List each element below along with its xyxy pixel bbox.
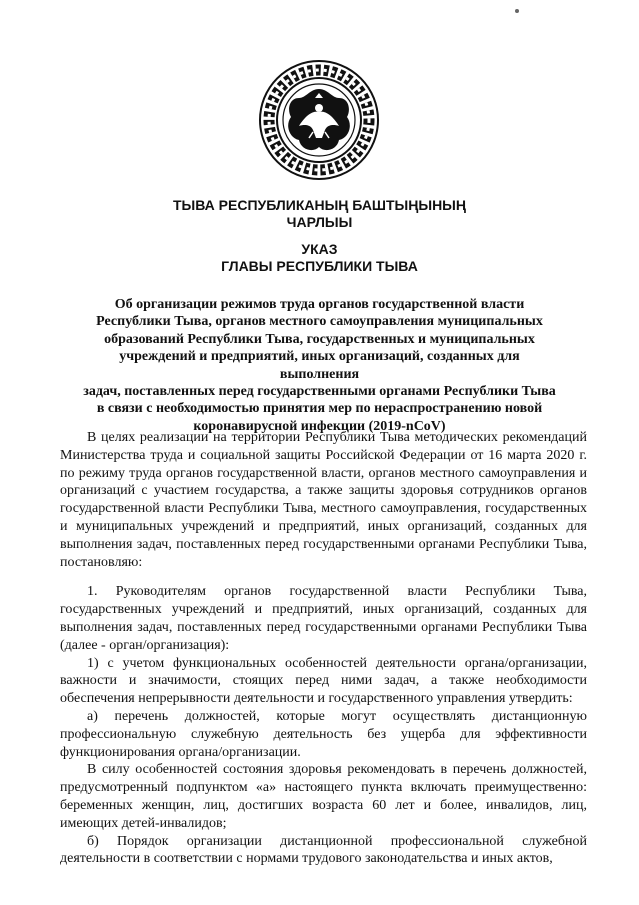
decree-subject xyxy=(80,296,559,435)
scan-speck xyxy=(515,9,519,13)
preamble-paragraph: В целях реализации на территории Республики Тыва методических рекомендаций Министерства труда и социальной защиты Российской Федерации от 16 марта 2020 г. по режиму труда органов государственной власти, органов местного самоуправления и организаций с участием государства, а также защиты здоровья сотрудников органов государственной власти Республики Тыва, местного самоуправления, государственных и муниципальных учреждений и предприятий, иных организаций, созданных для выполнения задач, поставленных перед государственными органами Республики Тыва, постановляю: xyxy=(60,430,587,570)
subject-line: коронавирусной инфекции (2019-nCoV) xyxy=(193,418,446,434)
decree-title: УКАЗ xyxy=(301,241,338,257)
subject-line: задач, поставленных перед государственными органами Республики Тыва xyxy=(83,384,556,400)
subject-line: Об организации режимов труда органов государственной власти xyxy=(114,297,525,312)
subject-line: образований Республики Тыва, государственных и муниципальных xyxy=(104,331,535,347)
republic-name-line2: ЧАРЛЫЫ xyxy=(286,214,353,230)
decree-issuer: ГЛАВЫ РЕСПУБЛИКИ ТЫВА xyxy=(221,258,418,274)
item-1-1a-paragraph: а) перечень должностей, которые могут осуществлять дистанционную профессиональную служебную деятельность без ущерба для эффективности функционирования органа/организации. xyxy=(60,708,587,760)
item-1-1-paragraph: 1) с учетом функциональных особенностей деятельности органа/организации, важности и значимости, стоящих перед ними задач, а также необходимости обеспечения непрерывности деятельности и государственного управления утвердить: xyxy=(60,655,587,707)
item-1-paragraph: 1. Руководителям органов государственной власти Республики Тыва, государственных учреждений и предприятий, иных организаций, созданных для выполнения задач, поставленных перед государственными органами Республики Тыва (далее - орган/организация): xyxy=(60,584,587,653)
republic-of-tuva-emblem-icon xyxy=(257,58,381,182)
item-1-note-paragraph: В силу особенностей состояния здоровья рекомендовать в перечень должностей, предусмотренный подпунктом «а» настоящего пункта включать преимущественно: беременных женщин, лиц, достигших возраста 60 лет и более, инвалидов, лиц, имеющих детей-инвалидов; xyxy=(60,762,587,831)
subject-line: в связи с необходимостью принятия мер по нераспространению новой xyxy=(96,401,543,417)
decree-body xyxy=(60,429,587,868)
item-1-1b-paragraph: б) Порядок организации дистанционной профессиональной служебной деятельности в соответствии с нормами трудового законодательства и иных актов, xyxy=(60,833,587,867)
subject-line: учреждений и предприятий, иных организаций, созданных для выполнения xyxy=(119,349,520,382)
republic-name-line1: ТЫВА РЕСПУБЛИКАНЫҢ БАШТЫҢЫНЫҢ xyxy=(172,197,466,213)
subject-line: Республики Тыва, органов местного самоуправления муниципальных xyxy=(96,314,543,330)
